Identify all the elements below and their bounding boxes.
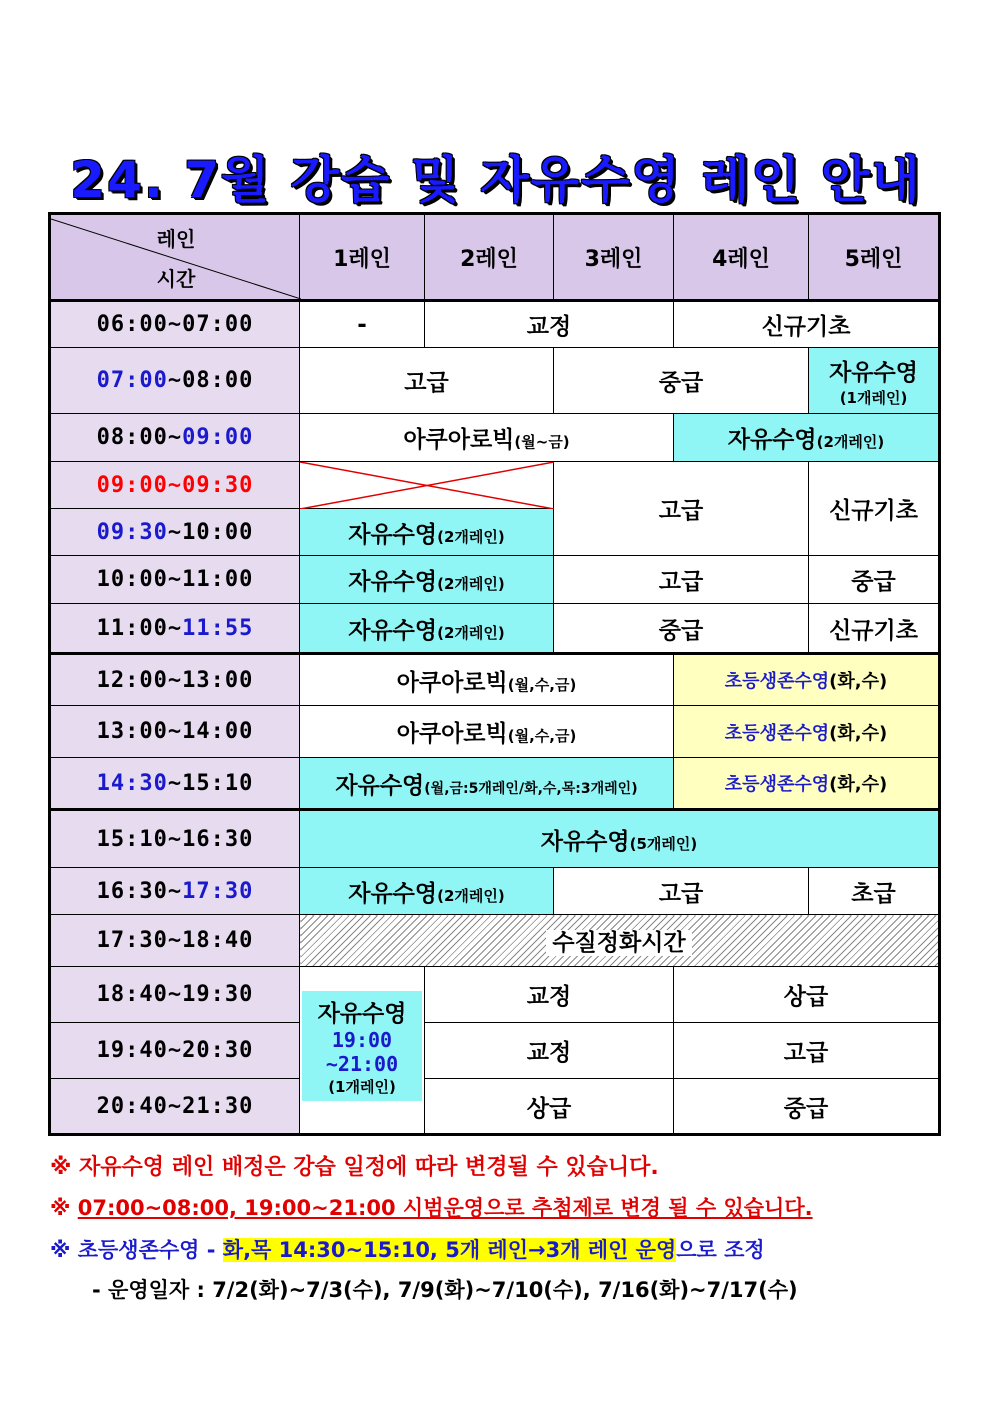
schedule-cell: 중급 bbox=[554, 604, 809, 654]
schedule-cell: 고급 bbox=[554, 868, 809, 915]
survival-swim-cell: 초등생존수영(화,수) bbox=[674, 654, 940, 706]
header-row bbox=[50, 214, 940, 301]
time-cell: 11:00~11:55 bbox=[50, 604, 300, 654]
table-row bbox=[50, 301, 940, 348]
note-lottery: ※ 07:00~08:00, 19:00~21:00 시범운영으로 추첨제로 변경 될 수 있습니다. bbox=[50, 1196, 813, 1220]
table-row bbox=[50, 758, 940, 810]
schedule-cell: 고급 bbox=[554, 556, 809, 604]
schedule-cell: 교정 bbox=[425, 967, 674, 1023]
table-row bbox=[50, 1023, 940, 1079]
free-swim-cell: 자유수영(2개레인) bbox=[300, 509, 554, 556]
schedule-cell: 아쿠아로빅(월~금) bbox=[300, 414, 674, 462]
schedule-cell: 상급 bbox=[425, 1079, 674, 1135]
schedule-cell: 아쿠아로빅(월,수,금) bbox=[300, 654, 674, 706]
evening-free-swim-cell: 자유수영 19:00 ~21:00 (1개레인) bbox=[300, 967, 425, 1135]
schedule-cell: - bbox=[300, 301, 425, 348]
lane-3-header: 3레인 bbox=[554, 214, 674, 301]
schedule-cell: 고급 bbox=[674, 1023, 940, 1079]
note-lane-assignment: ※ 자유수영 레인 배정은 강습 일정에 따라 변경될 수 있습니다. bbox=[50, 1155, 659, 1180]
time-cell: 17:30~18:40 bbox=[50, 915, 300, 967]
time-cell: 10:00~11:00 bbox=[50, 556, 300, 604]
table-row bbox=[50, 604, 940, 654]
schedule-cell: 중급 bbox=[554, 348, 809, 414]
schedule-cell: 중급 bbox=[674, 1079, 940, 1135]
time-cell: 08:00~09:00 bbox=[50, 414, 300, 462]
schedule-cell: 교정 bbox=[425, 1023, 674, 1079]
water-purification-cell: 수질정화시간 bbox=[300, 915, 940, 967]
schedule-cell: 아쿠아로빅(월,수,금) bbox=[300, 706, 674, 758]
table-row bbox=[50, 810, 940, 868]
survival-swim-cell: 초등생존수영(화,수) bbox=[674, 706, 940, 758]
table-row bbox=[50, 1079, 940, 1135]
lane-schedule-table bbox=[48, 212, 941, 1136]
cross-mark-icon bbox=[300, 462, 554, 509]
lane-header-label: 레인 bbox=[156, 227, 196, 251]
table-row bbox=[50, 706, 940, 758]
time-cell: 06:00~07:00 bbox=[50, 301, 300, 348]
table-row bbox=[50, 462, 940, 509]
schedule-cell: 중급 bbox=[809, 556, 940, 604]
free-swim-cell: 자유수영(5개레인) bbox=[300, 810, 940, 868]
table-row bbox=[50, 915, 940, 967]
schedule-cell: 신규기초 bbox=[809, 604, 940, 654]
time-cell: 07:00~08:00 bbox=[50, 348, 300, 414]
table-row bbox=[50, 414, 940, 462]
page-title: 24. 7월 강습 및 자유수영 레인 안내 bbox=[70, 151, 922, 209]
free-swim-cell: 자유수영(2개레인) bbox=[300, 868, 554, 915]
table-row bbox=[50, 348, 940, 414]
time-cell: 14:30~15:10 bbox=[50, 758, 300, 810]
corner-header-cell bbox=[50, 214, 300, 301]
time-cell: 19:40~20:30 bbox=[50, 1023, 300, 1079]
time-cell: 09:00~09:30 bbox=[50, 462, 300, 509]
table-row bbox=[50, 967, 940, 1023]
time-header-label: 시간 bbox=[156, 267, 196, 291]
time-cell: 15:10~16:30 bbox=[50, 810, 300, 868]
time-cell: 20:40~21:30 bbox=[50, 1079, 300, 1135]
time-cell: 18:40~19:30 bbox=[50, 967, 300, 1023]
notes-section bbox=[50, 1150, 950, 1304]
free-swim-cell: 자유수영 (1개레인) bbox=[809, 348, 940, 414]
free-swim-cell: 자유수영(2개레인) bbox=[674, 414, 940, 462]
schedule-cell: 상급 bbox=[674, 967, 940, 1023]
free-swim-cell: 자유수영(월,금:5개레인/화,수,목:3개레인) bbox=[300, 758, 674, 810]
time-cell: 13:00~14:00 bbox=[50, 706, 300, 758]
lane-1-header: 1레인 bbox=[300, 214, 425, 301]
schedule-cell: 고급 bbox=[300, 348, 554, 414]
survival-swim-cell: 초등생존수영(화,수) bbox=[674, 758, 940, 810]
closed-cell bbox=[300, 462, 554, 509]
time-cell: 16:30~17:30 bbox=[50, 868, 300, 915]
schedule-cell: 교정 bbox=[425, 301, 674, 348]
note-operating-dates: - 운영일자 : 7/2(화)~7/3(수), 7/9(화)~7/10(수), 7/16(화)~7/17(수) bbox=[92, 1278, 798, 1302]
time-cell: 12:00~13:00 bbox=[50, 654, 300, 706]
table-row bbox=[50, 556, 940, 604]
schedule-cell: 신규기초 bbox=[809, 462, 940, 556]
schedule-cell: 신규기초 bbox=[674, 301, 940, 348]
time-cell: 09:30~10:00 bbox=[50, 509, 300, 556]
note-survival-swim: ※ 초등생존수영 - 화,목 14:30~15:10, 5개 레인→3개 레인 운영으로 조정 bbox=[50, 1238, 765, 1262]
lane-5-header: 5레인 bbox=[809, 214, 940, 301]
table-row bbox=[50, 868, 940, 915]
table-row bbox=[50, 654, 940, 706]
lane-4-header: 4레인 bbox=[674, 214, 809, 301]
free-swim-cell: 자유수영(2개레인) bbox=[300, 556, 554, 604]
free-swim-cell: 자유수영(2개레인) bbox=[300, 604, 554, 654]
schedule-cell: 초급 bbox=[809, 868, 940, 915]
lane-2-header: 2레인 bbox=[425, 214, 554, 301]
schedule-cell: 고급 bbox=[554, 462, 809, 556]
